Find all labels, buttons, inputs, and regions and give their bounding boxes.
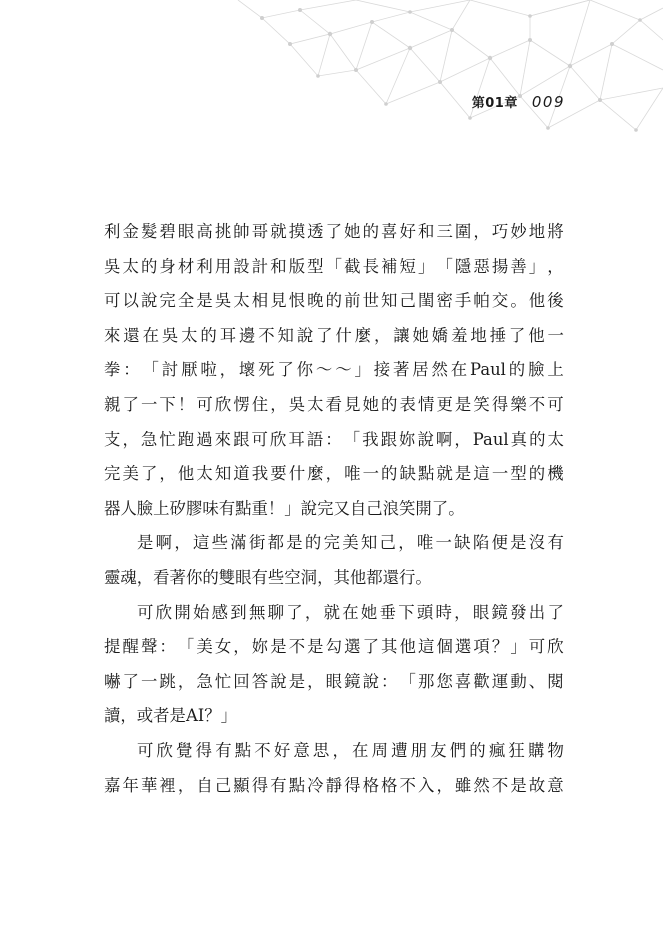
text-line: 器人臉上矽膠味有點重！」說完又自己浪笑開了。 <box>104 498 465 518</box>
body-text <box>104 215 564 803</box>
decorative-network-pattern <box>0 0 663 140</box>
text-line: 完 美 了 ， 他 太 知 道 我 要 什 麼 ， 唯 一 的 缺 點 就 是 這 一 型 的 機 <box>104 464 564 484</box>
text-line: 嚇 了 一 跳 ， 急 忙 回 答 說 是 ， 眼 鏡 說 ： 「 那 您 喜 歡 運 動 、 閱 <box>104 671 564 691</box>
text-line: 可 欣 開 始 感 到 無 聊 了 ， 就 在 她 垂 下 頭 時 ， 眼 鏡 發 出 了 <box>137 602 564 622</box>
text-line: 利 金 髮 碧 眼 高 挑 帥 哥 就 摸 透 了 她 的 喜 好 和 三 圍 ， 巧 妙 地 將 <box>104 222 564 241</box>
text-line: 拳 ： 「 討 厭 啦 ， 壞 死 了 你 ～ ～ 」 接 著 居 然 在 Paul 的 臉 上 <box>104 360 564 380</box>
text-line: 吳 太 的 身 材 利 用 設 計 和 版 型 「 截 長 補 短 」 「 隱 惡 揚 善 」 ， <box>104 256 564 276</box>
text-line: 來 還 在 吳 太 的 耳 邊 不 知 說 了 什 麼 ， 讓 她 嬌 羞 地 捶 了 他 一 <box>104 325 564 345</box>
text-line: 嘉 年 華 裡 ， 自 己 顯 得 有 點 冷 靜 得 格 格 不 入 ， 雖 然 不 是 故 意 <box>104 775 564 795</box>
text-line: 讀，或者是AI？」 <box>104 706 238 726</box>
text-line: 是 啊 ， 這 些 滿 街 都 是 的 完 美 知 己 ， 唯 一 缺 陷 便 是 沒 有 <box>137 533 564 553</box>
text-line: 支 ， 急 忙 跑 過 來 跟 可 欣 耳 語 ： 「 我 跟 妳 說 啊 ， Paul 真 的 太 <box>104 429 564 449</box>
text-line: 親 了 一 下 ！ 可 欣 愣 住 ， 吳 太 看 見 她 的 表 情 更 是 笑 得 樂 不 可 <box>104 394 564 414</box>
text-line: 提 醒 聲 ： 「 美 女 ， 妳 是 不 是 勾 選 了 其 他 這 個 選 項 ？ 」 可 欣 <box>104 637 564 657</box>
page-header <box>472 92 565 111</box>
text-line: 靈魂，看著你的雙眼有些空洞，其他都還行。 <box>104 567 432 587</box>
chapter-label: 第01章 <box>471 96 518 111</box>
text-line: 可 以 說 完 全 是 吳 太 相 見 恨 晚 的 前 世 知 己 閨 密 手 帕 交 。 他 後 <box>104 291 564 311</box>
text-line: 可 欣 覺 得 有 點 不 好 意 思 ， 在 周 遭 朋 友 們 的 瘋 狂 購 物 <box>137 740 564 760</box>
page-number: 009 <box>531 93 565 111</box>
